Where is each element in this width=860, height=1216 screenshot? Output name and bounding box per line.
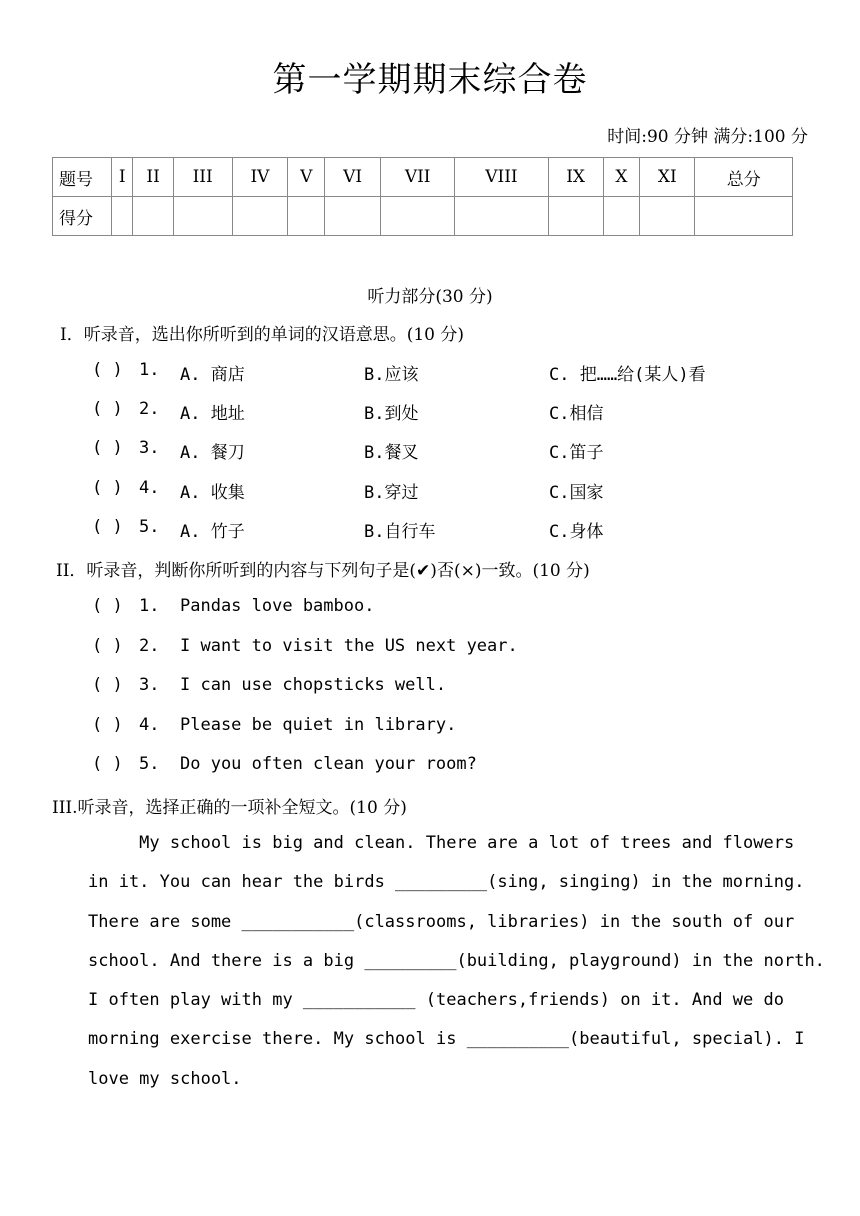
item-number: 1. [139, 596, 160, 616]
sentence-text: I want to visit the US next year. [180, 636, 518, 656]
score-cell[interactable] [133, 197, 173, 236]
score-table-score-row [53, 197, 793, 236]
score-cell[interactable] [112, 197, 133, 236]
option-c: C.国家 [549, 483, 604, 503]
passage-line: love my school. [88, 1068, 242, 1089]
option-a: A. 竹子 [180, 522, 245, 542]
score-table-header-row [53, 158, 793, 197]
passage-line: My school is big and clean. There are a lot of trees and flowers [88, 833, 795, 853]
answer-blank[interactable]: ( ) [92, 478, 123, 498]
passage-line: morning exercise there. My school is __________(beautiful, special). I [88, 1029, 805, 1050]
option-c: C.身体 [549, 522, 604, 542]
score-header-cell: VI [325, 158, 381, 197]
answer-blank[interactable]: ( ) [92, 715, 123, 735]
score-header-cell: X [603, 158, 640, 197]
page-title: 第一学期期末综合卷 [272, 60, 588, 100]
score-cell[interactable] [380, 197, 454, 236]
option-b: B.穿过 [364, 483, 419, 503]
part1-heading: I．听录音，选出你所听到的单词的汉语意思。(10 分) [60, 325, 465, 345]
answer-blank[interactable]: ( ) [92, 517, 123, 537]
sentence-text: I can use chopsticks well. [180, 675, 447, 695]
score-header-cell: XI [640, 158, 695, 197]
item-number: 1. [139, 360, 160, 380]
score-header-cell: III [173, 158, 232, 197]
answer-blank[interactable]: ( ) [92, 754, 123, 774]
option-a: A. 地址 [180, 404, 245, 424]
item-number: 5. [139, 754, 160, 774]
answer-blank[interactable]: ( ) [92, 636, 123, 656]
score-cell[interactable] [455, 197, 548, 236]
item-number: 3. [139, 438, 160, 458]
score-cell[interactable] [173, 197, 232, 236]
score-cell[interactable] [548, 197, 603, 236]
score-header-cell: II [133, 158, 173, 197]
option-b: B.餐叉 [364, 443, 419, 463]
option-b: B.应该 [364, 365, 419, 385]
score-row-label: 得分 [53, 197, 112, 236]
option-c: C. 把……给(某人)看 [549, 365, 706, 385]
time-and-score-info: 时间:90 分钟 满分:100 分 [607, 127, 808, 147]
score-cell[interactable] [288, 197, 325, 236]
passage-line: There are some ___________(classrooms, libraries) in the south of our [88, 911, 795, 932]
score-header-cell: 题号 [53, 158, 112, 197]
part2-heading: II．听录音，判断你所听到的内容与下列句子是(✔)否(×)一致。(10 分) [56, 561, 590, 581]
passage-line: I often play with my ___________ (teachers,friends) on it. And we do [88, 990, 784, 1011]
score-cell[interactable] [325, 197, 381, 236]
answer-blank[interactable]: ( ) [92, 360, 123, 380]
score-header-cell: VIII [455, 158, 548, 197]
item-number: 4. [139, 715, 160, 735]
score-header-cell: 总分 [695, 158, 793, 197]
sentence-text: Do you often clean your room? [180, 754, 477, 774]
score-cell[interactable] [232, 197, 288, 236]
option-c: C.笛子 [549, 443, 604, 463]
option-b: B.自行车 [364, 522, 436, 542]
item-number: 2. [139, 636, 160, 656]
sentence-text: Please be quiet in library. [180, 715, 457, 735]
answer-blank[interactable]: ( ) [92, 675, 123, 695]
option-a: A. 商店 [180, 365, 245, 385]
passage-line: in it. You can hear the birds _________(sing, singing) in the morning. [88, 872, 805, 893]
answer-blank[interactable]: ( ) [92, 596, 123, 616]
listening-section-title: 听力部分(30 分) [367, 287, 493, 307]
score-header-cell: IV [232, 158, 288, 197]
passage-line: school. And there is a big _________(building, playground) in the north. [88, 950, 825, 971]
score-header-cell: VII [380, 158, 454, 197]
sentence-text: Pandas love bamboo. [180, 596, 375, 616]
score-cell[interactable] [695, 197, 793, 236]
score-header-cell: I [112, 158, 133, 197]
answer-blank[interactable]: ( ) [92, 399, 123, 419]
part3-heading: III.听录音，选择正确的一项补全短文。(10 分) [52, 798, 407, 818]
score-cell[interactable] [640, 197, 695, 236]
option-a: A. 餐刀 [180, 443, 245, 463]
item-number: 4. [139, 478, 160, 498]
cloze-passage [88, 824, 825, 1099]
option-a: A. 收集 [180, 483, 245, 503]
score-cell[interactable] [603, 197, 640, 236]
item-number: 5. [139, 517, 160, 537]
item-number: 3. [139, 675, 160, 695]
score-header-cell: IX [548, 158, 603, 197]
score-table [52, 157, 793, 236]
answer-blank[interactable]: ( ) [92, 438, 123, 458]
score-header-cell: V [288, 158, 325, 197]
option-c: C.相信 [549, 404, 604, 424]
item-number: 2. [139, 399, 160, 419]
option-b: B.到处 [364, 404, 419, 424]
